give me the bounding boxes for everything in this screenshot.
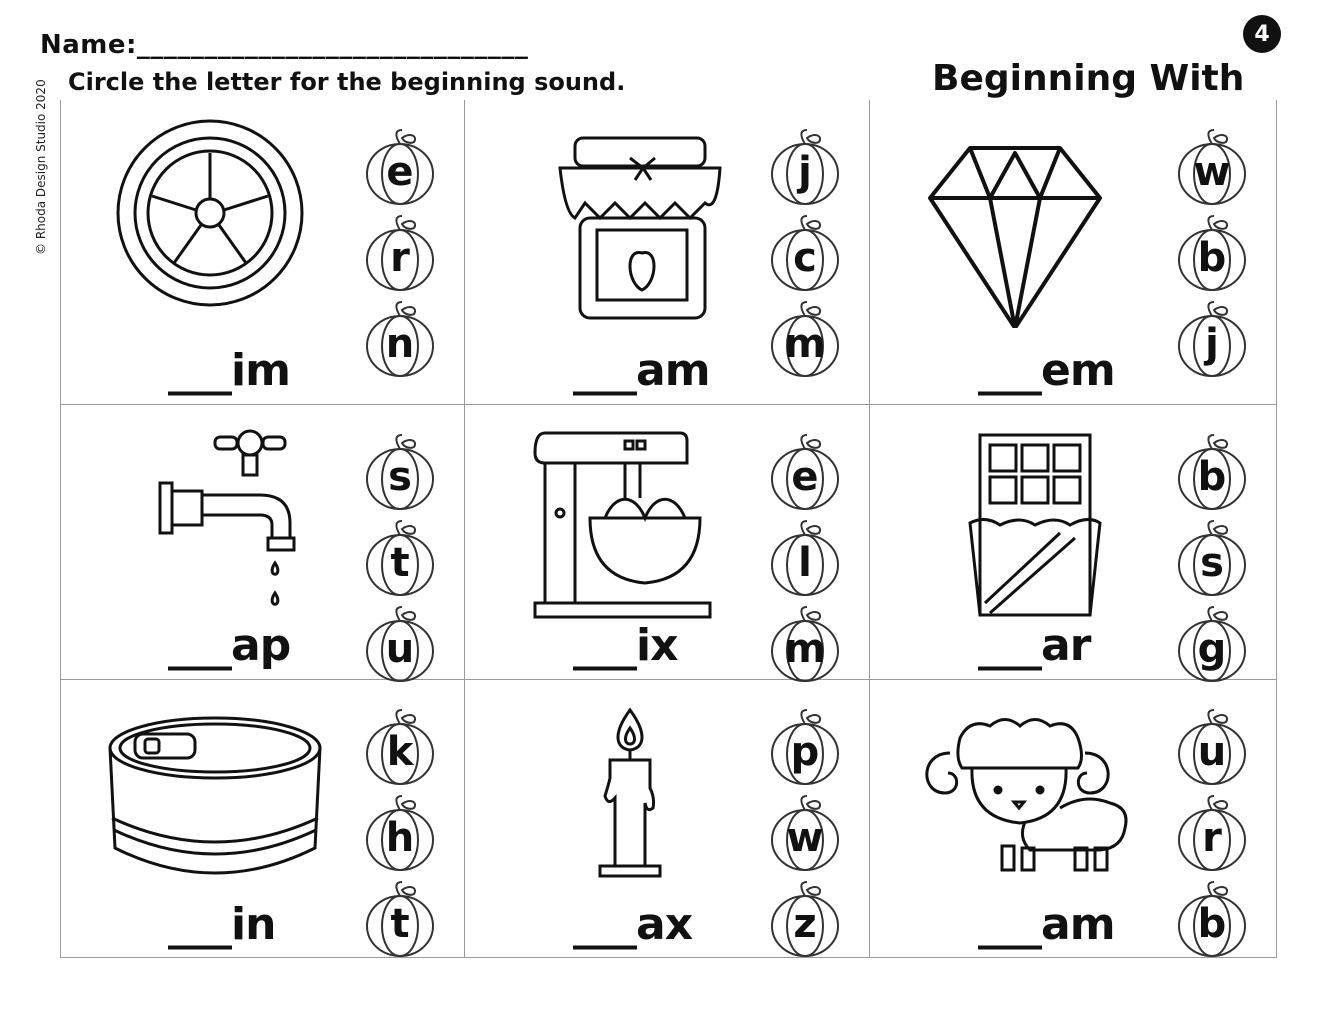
word-blank: ___im <box>168 345 290 396</box>
letter-choice[interactable] <box>1176 433 1248 513</box>
letter-choices <box>769 128 849 380</box>
jam-jar-icon <box>505 118 755 328</box>
letter-choice[interactable] <box>364 794 436 874</box>
letter-label: z <box>793 901 817 947</box>
word-blank: ___ax <box>573 899 693 950</box>
letter-label: j <box>1205 321 1219 367</box>
instructions: Circle the letter for the beginning sound. <box>68 68 626 96</box>
word-blank: ___am <box>978 899 1115 950</box>
letter-choice[interactable] <box>1176 519 1248 599</box>
chocolate-bar-icon <box>910 423 1160 633</box>
letter-label: m <box>784 626 826 672</box>
word-blank: ___am <box>573 345 710 396</box>
letter-label: m <box>784 321 826 367</box>
letter-choice[interactable] <box>364 214 436 294</box>
letter-label: h <box>385 815 415 861</box>
letter-label: b <box>1197 901 1227 947</box>
letter-choice[interactable] <box>364 708 436 788</box>
letter-label: s <box>1200 540 1224 586</box>
page-number-badge: 4 <box>1243 15 1281 53</box>
letter-choice[interactable] <box>364 433 436 513</box>
worksheet-cell <box>60 100 465 405</box>
letter-choice[interactable] <box>364 605 436 685</box>
page-title: Beginning With <box>932 58 1245 99</box>
letter-label: w <box>1193 149 1231 195</box>
worksheet-cell <box>60 405 465 680</box>
letter-choice[interactable] <box>769 300 841 380</box>
letter-choices <box>364 708 444 960</box>
letter-label: r <box>1202 815 1222 861</box>
letter-choice[interactable] <box>769 519 841 599</box>
worksheet-cell <box>465 405 870 680</box>
letter-choice[interactable] <box>1176 300 1248 380</box>
letter-choice[interactable] <box>1176 794 1248 874</box>
worksheet-cell <box>465 680 870 958</box>
tin-can-icon <box>100 698 350 908</box>
letter-label: j <box>798 149 812 195</box>
letter-label: r <box>390 235 410 281</box>
letter-choice[interactable] <box>769 708 841 788</box>
worksheet-cell <box>870 680 1276 958</box>
letter-choice[interactable] <box>364 519 436 599</box>
letter-choice[interactable] <box>769 433 841 513</box>
letter-label: s <box>388 454 412 500</box>
copyright-notice: © Rhoda Design Studio 2020 <box>34 79 48 255</box>
letter-choice[interactable] <box>1176 214 1248 294</box>
tap-icon <box>100 423 350 633</box>
letter-choice[interactable] <box>1176 605 1248 685</box>
worksheet-cell <box>60 680 465 958</box>
ram-icon <box>910 698 1160 908</box>
letter-label: e <box>386 149 414 195</box>
letter-label: l <box>798 540 812 586</box>
letter-choice[interactable] <box>364 880 436 960</box>
letter-choices <box>769 433 849 685</box>
letter-choice[interactable] <box>364 300 436 380</box>
letter-label: c <box>793 235 817 281</box>
letter-label: b <box>1197 454 1227 500</box>
letter-choices <box>364 128 444 380</box>
letter-choice[interactable] <box>769 128 841 208</box>
letter-choices <box>364 433 444 685</box>
letter-label: t <box>390 901 410 947</box>
letter-choice[interactable] <box>1176 880 1248 960</box>
tire-icon <box>100 118 350 328</box>
letter-label: b <box>1197 235 1227 281</box>
word-blank: ___ix <box>573 620 678 671</box>
name-field[interactable]: Name:_____________________________ <box>40 30 529 60</box>
gem-icon <box>910 118 1160 328</box>
word-blank: ___in <box>168 899 276 950</box>
letter-choices <box>1176 433 1256 685</box>
worksheet-grid <box>60 100 1276 958</box>
letter-label: t <box>390 540 410 586</box>
letter-label: p <box>790 729 820 775</box>
letter-choice[interactable] <box>769 605 841 685</box>
word-blank: ___ap <box>168 620 291 671</box>
letter-choice[interactable] <box>769 880 841 960</box>
letter-choices <box>1176 708 1256 960</box>
word-blank: ___ar <box>978 620 1091 671</box>
letter-label: u <box>1197 729 1227 775</box>
wax-candle-icon <box>505 698 755 908</box>
letter-choices <box>1176 128 1256 380</box>
letter-label: u <box>385 626 415 672</box>
letter-choice[interactable] <box>1176 708 1248 788</box>
worksheet-cell <box>465 100 870 405</box>
letter-label: e <box>791 454 819 500</box>
letter-choice[interactable] <box>769 794 841 874</box>
letter-choice[interactable] <box>364 128 436 208</box>
letter-choice[interactable] <box>1176 128 1248 208</box>
letter-label: w <box>786 815 824 861</box>
worksheet-cell <box>870 405 1276 680</box>
letter-label: g <box>1197 626 1227 672</box>
mixer-icon <box>505 423 755 633</box>
letter-label: k <box>386 729 414 775</box>
letter-label: n <box>385 321 415 367</box>
word-blank: ___em <box>978 345 1115 396</box>
letter-choices <box>769 708 849 960</box>
letter-choice[interactable] <box>769 214 841 294</box>
worksheet-cell <box>870 100 1276 405</box>
